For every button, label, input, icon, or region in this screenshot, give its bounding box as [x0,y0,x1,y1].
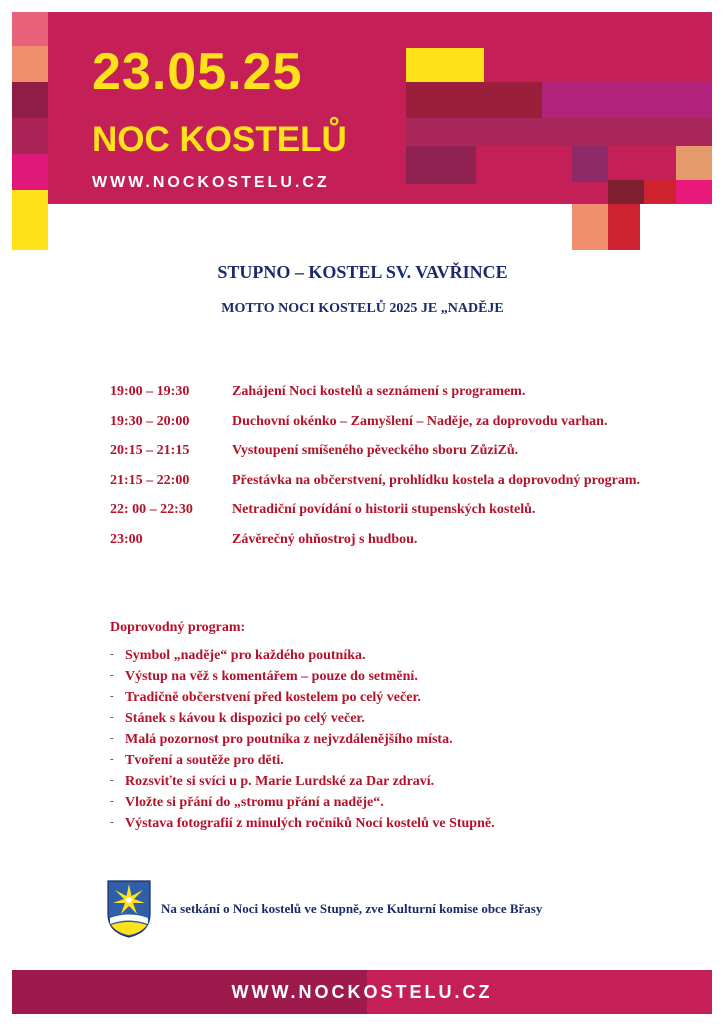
schedule-time: 23:00 [110,531,143,547]
coat-of-arms-icon [107,880,151,938]
banner-tile [12,46,48,82]
schedule-time: 21:15 – 22:00 [110,472,190,488]
banner-tile [406,118,712,146]
banner-tile [12,82,48,118]
banner-tile [406,82,542,118]
page-title: STUPNO – KOSTEL SV. VAVŘINCE [217,262,508,282]
list-item-text: Malá pozornost pro poutníka z nejvzdálenějšího místa. [125,732,453,747]
bullet-marker: - [110,774,114,786]
banner-tile [608,204,640,250]
schedule-text: Přestávka na občerstvení, prohlídku kostela a doprovodný program. [232,472,640,488]
schedule-time: 22: 00 – 22:30 [110,502,193,517]
banner-tile [644,180,676,204]
bullet-marker: - [110,732,114,744]
event-name: NOC KOSTELŮ [92,120,347,159]
banner-tile [676,180,712,204]
banner-tile [12,12,48,46]
bullet-marker: - [110,669,114,681]
banner-tile [572,204,608,250]
motto: MOTTO NOCI KOSTELŮ 2025 JE „NADĚJE [221,301,504,316]
list-item-text: Symbol „naděje“ pro každého poutníka. [125,648,366,663]
program-heading: Doprovodný program: [110,620,246,635]
schedule-text: Duchovní okénko – Zamyšlení – Naděje, za doprovodu varhan. [232,413,608,429]
bullet-marker: - [110,648,114,660]
banner-url: WWW.NOCKOSTELU.CZ [92,174,330,191]
event-date: 23.05.25 [92,43,303,101]
header-banner [12,12,712,204]
banner-tile [12,204,48,250]
schedule-time: 20:15 – 21:15 [110,443,190,458]
list-item-text: Výstava fotografií z minulých ročníků Nocí kostelů ve Stupně. [125,816,495,831]
banner-tile [542,82,712,118]
list-item-text: Tradičně občerstvení před kostelem po celý večer. [125,690,421,705]
banner-tile [12,118,48,154]
list-item-text: Výstup na věž s komentářem – pouze do setmění. [125,669,418,684]
footer-bar [12,970,712,1014]
banner-tile [12,154,48,190]
schedule-text: Zahájení Noci kostelů a seznámení s programem. [232,384,526,399]
schedule-time: 19:30 – 20:00 [110,413,190,429]
list-item-text: Rozsviťte si svíci u p. Marie Lurdské za Dar zdraví. [125,774,435,789]
schedule-text: Závěrečný ohňostroj s hudbou. [232,531,418,547]
bullet-marker: - [110,711,114,723]
footer-url: WWW.NOCKOSTELU.CZ [231,982,493,1002]
banner-tile [406,146,476,184]
list-item-text: Tvoření a soutěže pro děti. [125,753,284,768]
schedule-text: Netradiční povídání o historii stupenských kostelů. [232,502,536,517]
banner-tile [676,146,712,182]
banner-tile [12,190,48,204]
banner-tile [572,146,608,182]
list-item-text: Stánek s kávou k dispozici po celý večer. [125,711,365,726]
bullet-marker: - [110,816,114,828]
bullet-marker: - [110,753,114,765]
bullet-marker: - [110,795,114,807]
banner-tile [406,48,484,82]
invitation-text: Na setkání o Noci kostelů ve Stupně, zve Kulturní komise obce Břasy [161,901,543,916]
schedule-text: Vystoupení smíšeného pěveckého sboru ZůziZů. [232,443,519,458]
list-item-text: Vložte si přání do „stromu přání a naděje“. [125,795,384,810]
schedule-time: 19:00 – 19:30 [110,384,190,399]
banner-tile [608,180,644,204]
bullet-marker: - [110,690,114,702]
